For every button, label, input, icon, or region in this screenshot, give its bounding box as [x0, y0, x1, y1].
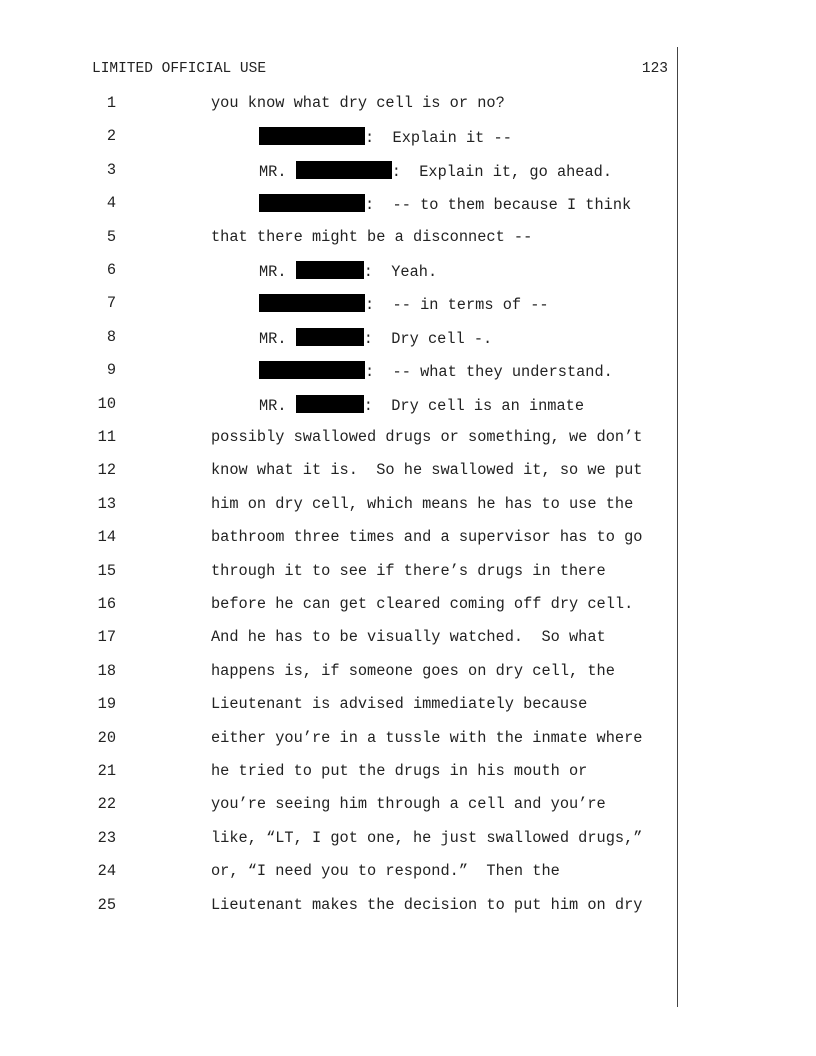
- transcript-line: [0, 628, 816, 650]
- line-number: 9: [106, 361, 116, 380]
- redaction-box: [296, 395, 364, 413]
- line-text: [259, 361, 613, 381]
- line-number: 17: [97, 628, 116, 647]
- line-number: 10: [97, 394, 116, 413]
- transcript-line: [0, 194, 816, 216]
- line-text-segment: : Explain it, go ahead.: [391, 162, 613, 181]
- line-text-segment: you’re seeing him through a cell and you’re: [211, 795, 606, 814]
- line-text-segment: : -- what they understand.: [365, 363, 613, 382]
- document-classification-header: LIMITED OFFICIAL USE: [92, 61, 267, 77]
- redaction-box: [296, 328, 364, 346]
- transcript-line: [0, 395, 816, 417]
- redaction-box: [296, 161, 392, 179]
- line-text-segment: Lieutenant is advised immediately because: [211, 695, 588, 714]
- page-number: 123: [641, 61, 668, 77]
- line-text-segment: MR.: [259, 263, 296, 281]
- line-number: 15: [97, 561, 116, 580]
- line-text-segment: : Yeah.: [363, 263, 438, 281]
- line-text: [211, 595, 633, 613]
- line-text: [211, 695, 587, 713]
- redaction-box: [296, 261, 364, 279]
- line-text-segment: he tried to put the drugs in his mouth or: [211, 762, 588, 780]
- line-text-segment: : Explain it --: [365, 129, 512, 148]
- line-text-segment: possibly swallowed drugs or something, we don’t: [211, 428, 643, 446]
- line-number: 4: [106, 194, 116, 213]
- line-number: 8: [106, 327, 116, 346]
- transcript-line: [0, 294, 816, 316]
- line-text-segment: MR.: [259, 162, 296, 181]
- transcript-line: [0, 595, 816, 617]
- line-text: [211, 795, 606, 813]
- transcript-line: [0, 94, 816, 116]
- line-text-segment: : -- to them because I think: [365, 196, 632, 215]
- transcript-line: [0, 662, 816, 684]
- line-text-segment: bathroom three times and a supervisor has to go: [211, 528, 643, 547]
- transcript-line: [0, 261, 816, 283]
- line-text: [211, 94, 505, 112]
- line-text: [259, 294, 549, 314]
- line-text: [259, 395, 584, 415]
- transcript-line: [0, 729, 816, 751]
- line-text-segment: MR.: [259, 396, 296, 415]
- line-number: 5: [106, 227, 116, 246]
- line-text-segment: like, “LT, I got one, he just swallowed drugs,”: [211, 828, 643, 847]
- transcript-line: [0, 896, 816, 918]
- line-text-segment: : Dry cell -.: [363, 329, 493, 348]
- line-text-segment: or, “I need you to respond.” Then the: [211, 862, 560, 881]
- line-number: 1: [106, 94, 116, 112]
- line-number: 11: [97, 428, 116, 446]
- line-text: [211, 628, 606, 646]
- line-text-segment: know what it is. So he swallowed it, so we put: [211, 461, 643, 480]
- line-text: [211, 562, 606, 580]
- line-text: [259, 127, 512, 147]
- line-text: [211, 228, 532, 246]
- line-text: [211, 495, 633, 513]
- line-text-segment: Lieutenant makes the decision to put him on dry: [211, 895, 643, 914]
- line-number: 7: [106, 294, 116, 313]
- line-text: [259, 261, 437, 281]
- transcript-line: [0, 127, 816, 149]
- line-number: 13: [97, 494, 116, 513]
- line-text: [259, 194, 631, 214]
- line-text-segment: MR.: [259, 329, 296, 348]
- line-number: 25: [97, 895, 116, 914]
- transcript-line: [0, 695, 816, 717]
- line-number: 3: [106, 160, 116, 179]
- line-text-segment: happens is, if someone goes on dry cell, the: [211, 661, 615, 680]
- line-text: [211, 662, 615, 680]
- line-text: [211, 428, 642, 446]
- line-number: 20: [97, 728, 116, 747]
- line-text-segment: before he can get cleared coming off dry cell.: [211, 595, 634, 613]
- transcript-line: [0, 528, 816, 550]
- line-text: [211, 729, 642, 747]
- redaction-box: [259, 294, 365, 312]
- line-number: 19: [97, 695, 116, 714]
- transcript-line: [0, 228, 816, 250]
- line-number: 23: [97, 828, 116, 847]
- redaction-box: [259, 361, 365, 379]
- line-text-segment: And he has to be visually watched. So what: [211, 628, 606, 647]
- line-text: [211, 896, 642, 914]
- transcript-line: [0, 762, 816, 784]
- transcript-line: [0, 862, 816, 884]
- line-number: 24: [97, 862, 116, 881]
- line-text: [259, 161, 612, 181]
- redaction-box: [259, 127, 365, 145]
- line-text: [211, 829, 642, 847]
- line-text-segment: : -- in terms of --: [365, 296, 549, 315]
- transcript-line: [0, 562, 816, 584]
- transcript-line: [0, 829, 816, 851]
- line-text: [211, 762, 587, 780]
- line-text: [259, 328, 492, 348]
- line-text: [211, 461, 642, 479]
- transcript-line: [0, 361, 816, 383]
- line-number: 16: [97, 595, 116, 613]
- line-number: 22: [97, 795, 116, 814]
- transcript-line: [0, 461, 816, 483]
- line-text-segment: either you’re in a tussle with the inmate where: [211, 728, 643, 747]
- transcript-line: [0, 161, 816, 183]
- line-number: 14: [97, 528, 116, 547]
- line-number: 21: [97, 762, 116, 780]
- transcript-line: [0, 328, 816, 350]
- line-text: [211, 862, 560, 880]
- line-number: 18: [97, 661, 116, 680]
- line-number: 2: [106, 127, 116, 146]
- line-number: 6: [106, 261, 116, 279]
- line-text-segment: him on dry cell, which means he has to use the: [211, 494, 634, 513]
- transcript-line: [0, 428, 816, 450]
- line-text-segment: : Dry cell is an inmate: [363, 396, 585, 415]
- line-text-segment: that there might be a disconnect --: [211, 227, 533, 246]
- transcript-line: [0, 495, 816, 517]
- line-number: 12: [97, 461, 116, 480]
- line-text-segment: you know what dry cell is or no?: [211, 94, 505, 112]
- redaction-box: [259, 194, 365, 212]
- line-text-segment: through it to see if there’s drugs in there: [211, 561, 606, 580]
- line-text: [211, 528, 642, 546]
- transcript-line: [0, 795, 816, 817]
